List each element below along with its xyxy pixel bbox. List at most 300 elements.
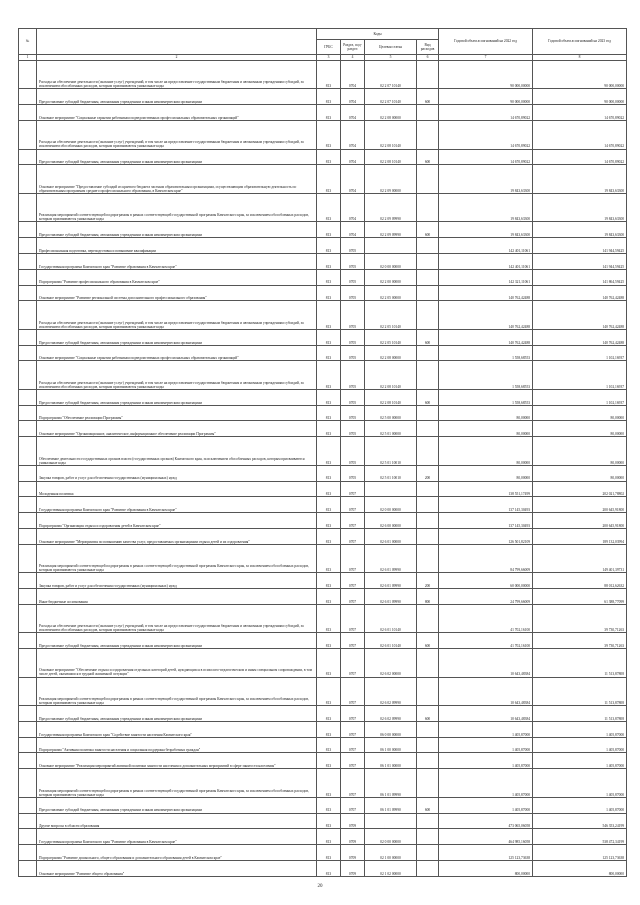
expense-name-cell: Молодежная политика xyxy=(37,481,317,497)
razdel-cell: 0704 xyxy=(341,193,365,221)
grbs-cell: 813 xyxy=(317,813,341,829)
amount-2022-cell: 14 670,89022 xyxy=(439,149,533,165)
expense-type-cell xyxy=(417,528,439,544)
razdel-cell: 0705 xyxy=(341,345,365,361)
amount-2022-cell: 1 405,87000 xyxy=(439,737,533,753)
expense-name-cell: Расходы на обеспечение деятельности (оказание услуг) учреждений, в том числе на предоставление государственным бюджетным и автономным учреждениям субсидий, за исключением обособленных расходов, которым присваиваются уникальные коды xyxy=(37,121,317,149)
target-article-cell: 02 6 01 10140 xyxy=(365,633,417,649)
expense-name-cell: Государственная программа Камчатского края "Развитие образования в Камчатском крае" xyxy=(37,497,317,513)
amount-2022-cell: 14 670,89022 xyxy=(439,121,533,149)
expense-name-cell: Основное мероприятие "Развитие региональной системы дополнительного профессионального образования" xyxy=(37,285,317,301)
table-row xyxy=(19,677,627,705)
expense-type-cell xyxy=(417,361,439,389)
row-number-cell xyxy=(19,165,37,193)
table-row xyxy=(19,706,627,722)
expense-name-cell: Основное мероприятие "Социальные гарантии работникам подведомственных профессиональных образовательных организаций" xyxy=(37,345,317,361)
expense-type-cell xyxy=(417,497,439,513)
amount-2022-cell: 80,00000 xyxy=(439,437,533,465)
expense-type-cell xyxy=(417,345,439,361)
grbs-cell: 813 xyxy=(317,253,341,269)
row-number-cell xyxy=(19,253,37,269)
amount-2023-cell: 90 000,00000 xyxy=(533,61,627,89)
expense-name-cell: Реализация мероприятий соответствующей подпрограммы в рамках соответствующей государственной программы Камчатского края, за исключением обособленных расходов, которым присваиваются уникальные коды xyxy=(37,677,317,705)
amount-2022-cell: 90 000,00000 xyxy=(439,89,533,105)
expense-type-cell xyxy=(417,544,439,572)
amount-2023-cell: 1 405,87000 xyxy=(533,797,627,813)
amount-2023-cell: 19 843,63300 xyxy=(533,165,627,193)
table-row xyxy=(19,121,627,149)
amount-2023-cell: 202 021,78802 xyxy=(533,481,627,497)
razdel-cell: 0709 xyxy=(341,860,365,876)
row-number-cell xyxy=(19,604,37,632)
amount-2023-cell: 141 944,59425 xyxy=(533,253,627,269)
column-number: 5 xyxy=(365,55,417,61)
grbs-cell: 813 xyxy=(317,222,341,238)
razdel-cell: 0705 xyxy=(341,465,365,481)
razdel-cell: 0707 xyxy=(341,753,365,769)
expense-name-cell: Предоставление субсидий бюджетным, автономным учреждениям и иным некоммерческим организациям xyxy=(37,706,317,722)
expense-type-cell xyxy=(417,193,439,221)
column-number: 1 xyxy=(19,55,37,61)
amount-2022-cell: 14 670,89022 xyxy=(439,105,533,121)
razdel-cell: 0707 xyxy=(341,544,365,572)
row-number-cell xyxy=(19,89,37,105)
target-article-cell: 02 1 02 00000 xyxy=(365,860,417,876)
target-article-header: Целевая статья xyxy=(365,40,417,55)
amount-2023-cell: 1 102,16937 xyxy=(533,389,627,405)
amount-2022-cell: 142 401,11061 xyxy=(439,238,533,254)
expense-name-cell: Государственная программа Камчатского края "Содействие занятости населения Камчатского края" xyxy=(37,721,317,737)
amount-2022-cell: 1 558,68553 xyxy=(439,389,533,405)
razdel-cell: 0704 xyxy=(341,105,365,121)
amount-2022-cell: 1 405,87000 xyxy=(439,797,533,813)
table-row xyxy=(19,737,627,753)
amount-2023-cell: 19 843,63300 xyxy=(533,222,627,238)
amount-2023-cell: 1 102,16937 xyxy=(533,361,627,389)
amount-2023-cell: 200 645,91800 xyxy=(533,497,627,513)
target-article-cell: 02 2 08 10140 xyxy=(365,149,417,165)
row-number-cell xyxy=(19,513,37,529)
table-row xyxy=(19,797,627,813)
expense-type-cell: 600 xyxy=(417,222,439,238)
target-article-cell: 02 0 00 00000 xyxy=(365,253,417,269)
razdel-cell: 0707 xyxy=(341,528,365,544)
row-number-cell xyxy=(19,528,37,544)
target-article-cell: 02 1 00 00000 xyxy=(365,845,417,861)
expense-name-cell: Подпрограмма "Обеспечение реализации Программы" xyxy=(37,405,317,421)
amount-2023-cell: 80,00000 xyxy=(533,465,627,481)
table-row xyxy=(19,649,627,677)
expense-name-cell: Расходы на обеспечение деятельности (оказание услуг) учреждений, в том числе на предоставление государственным бюджетным и автономным учреждениям субсидий, за исключением обособленных расходов, которым присваиваются уникальные коды xyxy=(37,361,317,389)
amount-2022-cell: 41 702,16100 xyxy=(439,633,533,649)
row-number-cell xyxy=(19,105,37,121)
amount-2022-cell: 137 145,30493 xyxy=(439,513,533,529)
amount-2023-cell: 14 670,89022 xyxy=(533,105,627,121)
expense-type-cell: 600 xyxy=(417,329,439,345)
expense-type-cell xyxy=(417,165,439,193)
target-article-cell: 02 6 01 09990 xyxy=(365,573,417,589)
expense-name-cell: Основное мероприятие "Развитие общего образования" xyxy=(37,860,317,876)
razdel-cell: 0707 xyxy=(341,481,365,497)
amount-2022-cell: 60 000,00000 xyxy=(439,573,533,589)
amount-2022-cell: 126 501,82109 xyxy=(439,528,533,544)
target-article-cell: 02 2 08 10140 xyxy=(365,361,417,389)
target-article-cell: 02 2 09 09990 xyxy=(365,222,417,238)
table-row xyxy=(19,829,627,845)
grbs-cell: 813 xyxy=(317,528,341,544)
row-number-cell xyxy=(19,301,37,329)
target-article-cell: 06 1 00 00000 xyxy=(365,737,417,753)
expense-type-cell: 600 xyxy=(417,633,439,649)
expense-type-cell xyxy=(417,421,439,437)
expense-type-cell xyxy=(417,829,439,845)
razdel-cell: 0705 xyxy=(341,269,365,285)
target-article-cell: 02 5 00 00000 xyxy=(365,405,417,421)
target-article-cell: 02 6 01 09990 xyxy=(365,544,417,572)
amount-2023-cell: 39 730,71263 xyxy=(533,633,627,649)
table-row xyxy=(19,269,627,285)
row-number-cell xyxy=(19,497,37,513)
row-number-cell xyxy=(19,753,37,769)
amount-2023-cell: 800,00000 xyxy=(533,860,627,876)
grbs-cell: 813 xyxy=(317,421,341,437)
grbs-cell: 813 xyxy=(317,345,341,361)
row-number-cell xyxy=(19,421,37,437)
razdel-cell: 0709 xyxy=(341,829,365,845)
target-article-cell: 02 6 02 00000 xyxy=(365,649,417,677)
razdel-cell: 0707 xyxy=(341,633,365,649)
expense-name-cell: Предоставление субсидий бюджетным, автономным учреждениям и иным некоммерческим организациям xyxy=(37,797,317,813)
table-row xyxy=(19,589,627,605)
table-row xyxy=(19,253,627,269)
expense-type-cell xyxy=(417,753,439,769)
target-article-cell: 02 6 01 10140 xyxy=(365,604,417,632)
amount-2022-cell: 800,00000 xyxy=(439,860,533,876)
row-number-cell xyxy=(19,405,37,421)
row-number-cell xyxy=(19,769,37,797)
amount-2022-cell: 10 643,48384 xyxy=(439,677,533,705)
table-row xyxy=(19,465,627,481)
expense-type-cell xyxy=(417,481,439,497)
amount-2023-cell: 90 000,00000 xyxy=(533,89,627,105)
amount-2023-cell: 149 401,39731 xyxy=(533,544,627,572)
razdel-cell: 0704 xyxy=(341,89,365,105)
razdel-cell: 0707 xyxy=(341,737,365,753)
target-article-cell: 02 6 01 00000 xyxy=(365,528,417,544)
grbs-cell: 813 xyxy=(317,165,341,193)
row-number-cell xyxy=(19,481,37,497)
row-number-cell xyxy=(19,329,37,345)
table-row xyxy=(19,165,627,193)
target-article-cell: 02 2 08 00000 xyxy=(365,105,417,121)
grbs-cell: 813 xyxy=(317,238,341,254)
expense-name-cell: Государственная программа Камчатского края "Развитие образования в Камчатском крае" xyxy=(37,829,317,845)
target-article-cell: 06 1 01 00000 xyxy=(365,753,417,769)
table-row xyxy=(19,513,627,529)
row-number-cell xyxy=(19,222,37,238)
row-number-cell xyxy=(19,573,37,589)
amount-2023-cell: 1 405,87000 xyxy=(533,721,627,737)
row-number-cell xyxy=(19,677,37,705)
amount-2022-cell: 1 405,87000 xyxy=(439,769,533,797)
razdel-cell: 0707 xyxy=(341,513,365,529)
expense-type-cell: 600 xyxy=(417,389,439,405)
grbs-cell: 813 xyxy=(317,633,341,649)
amount-2022-cell: 1 405,87000 xyxy=(439,721,533,737)
amount-2023-cell: 11 513,87808 xyxy=(533,677,627,705)
amount-2022-cell: 140 762,42488 xyxy=(439,285,533,301)
row-number-cell xyxy=(19,845,37,861)
table-row xyxy=(19,528,627,544)
grbs-cell: 813 xyxy=(317,737,341,753)
column-number: 7 xyxy=(439,55,533,61)
expense-name-cell: Реализация мероприятий соответствующей подпрограммы в рамках соответствующей государственной программы Камчатского края, за исключением обособленных расходов, которым присваиваются уникальные коды xyxy=(37,544,317,572)
row-number-cell xyxy=(19,589,37,605)
amount-2022-cell: 10 643,48384 xyxy=(439,706,533,722)
amount-2022-cell: 19 843,63300 xyxy=(439,165,533,193)
target-article-cell: 02 2 07 10140 xyxy=(365,61,417,89)
codes-group-header: Коды xyxy=(317,29,439,40)
table-header xyxy=(19,29,627,61)
razdel-cell: 0709 xyxy=(341,845,365,861)
expense-type-cell: 600 xyxy=(417,149,439,165)
grbs-cell: 813 xyxy=(317,497,341,513)
expense-type-cell xyxy=(417,845,439,861)
expense-name-cell: Расходы на обеспечение деятельности (оказание услуг) учреждений, в том числе на предоставление государственным бюджетным и автономным учреждениям субсидий, за исключением обособленных расходов, которым присваиваются уникальные коды xyxy=(37,301,317,329)
grbs-cell: 813 xyxy=(317,845,341,861)
amount-2023-cell: 1 405,87000 xyxy=(533,753,627,769)
razdel-header: Раздел, под-раздел xyxy=(341,40,365,55)
razdel-cell: 0704 xyxy=(341,61,365,89)
target-article-cell: 02 5 01 10010 xyxy=(365,465,417,481)
expense-type-cell: 600 xyxy=(417,89,439,105)
expense-type-cell xyxy=(417,769,439,797)
expense-name-cell: Расходы на обеспечение деятельности (оказание услуг) учреждений, в том числе на предоставление государственным бюджетным и автономным учреждениям субсидий, за исключением обособленных расходов, которым присваиваются уникальные коды xyxy=(37,604,317,632)
table-row xyxy=(19,753,627,769)
razdel-cell: 0707 xyxy=(341,706,365,722)
razdel-cell: 0705 xyxy=(341,285,365,301)
amount-2022-cell: 142 321,11061 xyxy=(439,269,533,285)
amount-2023-cell: 80,00000 xyxy=(533,421,627,437)
target-article-cell: 02 2 07 10140 xyxy=(365,89,417,105)
razdel-cell: 0707 xyxy=(341,721,365,737)
amount-2022-cell: 80,00000 xyxy=(439,421,533,437)
expense-name-cell: Предоставление субсидий бюджетным, автономным учреждениям и иным некоммерческим организациям xyxy=(37,149,317,165)
column-number: 8 xyxy=(533,55,627,61)
expense-name-cell: Закупка товаров, работ и услуг для обеспечения государственных (муниципальных) нужд xyxy=(37,465,317,481)
table-row xyxy=(19,222,627,238)
grbs-cell: 813 xyxy=(317,269,341,285)
amount-2022-cell: 142 401,11061 xyxy=(439,253,533,269)
row-number-cell xyxy=(19,361,37,389)
amount-2023-cell: 14 670,89022 xyxy=(533,149,627,165)
expense-name-cell: Обеспечение деятельности государственных органов власти (государственных органов) Камчатского края, за исключением обособленных расходов, которым присваиваются уникальные коды xyxy=(37,437,317,465)
razdel-cell: 0705 xyxy=(341,361,365,389)
expense-type-cell xyxy=(417,737,439,753)
grbs-cell: 813 xyxy=(317,677,341,705)
amount-2022-cell: 140 762,42488 xyxy=(439,329,533,345)
grbs-cell: 813 xyxy=(317,706,341,722)
table-row xyxy=(19,497,627,513)
target-article-cell xyxy=(365,481,417,497)
amount-2023-cell: 189 132,03994 xyxy=(533,528,627,544)
amount-2023-cell: 1 405,87000 xyxy=(533,737,627,753)
expense-name-cell: Расходы на обеспечение деятельности (оказание услуг) учреждений, в том числе на предоставление государственным бюджетным и автономным учреждениям субсидий, за исключением обособленных расходов, которым присваиваются уникальные коды xyxy=(37,61,317,89)
row-number-cell xyxy=(19,633,37,649)
table-row xyxy=(19,405,627,421)
expense-name-cell: Основное мероприятие "Организационное, аналитическое, информационное обеспечение реализации Программы" xyxy=(37,421,317,437)
amount-2022-cell: 80,00000 xyxy=(439,405,533,421)
amount-2023-cell: 88 012,62632 xyxy=(533,573,627,589)
razdel-cell: 0704 xyxy=(341,165,365,193)
expense-type-cell xyxy=(417,860,439,876)
row-number-cell xyxy=(19,721,37,737)
expense-type-cell xyxy=(417,105,439,121)
amount-2023-cell: 141 944,59425 xyxy=(533,238,627,254)
expense-name-cell: Предоставление субсидий бюджетным, автономным учреждениям и иным некоммерческим организациям xyxy=(37,222,317,238)
amount-2023-cell: 80,00000 xyxy=(533,405,627,421)
razdel-cell: 0705 xyxy=(341,329,365,345)
table-row xyxy=(19,149,627,165)
amount-2022-cell: 125 123,73638 xyxy=(439,845,533,861)
row-number-cell xyxy=(19,829,37,845)
expense-name-cell: Иные бюджетные ассигнования xyxy=(37,589,317,605)
amount-2022-cell: 19 843,63300 xyxy=(439,222,533,238)
expense-name-cell: Реализация мероприятий соответствующей подпрограммы в рамках соответствующей государственной программы Камчатского края, за исключением обособленных расходов, которым присваиваются уникальные коды xyxy=(37,193,317,221)
razdel-cell: 0704 xyxy=(341,222,365,238)
expense-name-cell: Подпрограмма "Организация отдыха и оздоровления детей в Камчатском крае" xyxy=(37,513,317,529)
target-article-cell: 02 2 05 00000 xyxy=(365,285,417,301)
target-article-cell: 02 2 08 10140 xyxy=(365,121,417,149)
grbs-cell: 813 xyxy=(317,193,341,221)
grbs-cell: 813 xyxy=(317,405,341,421)
expense-type-cell: 600 xyxy=(417,706,439,722)
table-row xyxy=(19,604,627,632)
amount-2023-cell: 1 102,16937 xyxy=(533,345,627,361)
target-article-cell: 06 1 01 09990 xyxy=(365,769,417,797)
target-article-cell: 02 5 01 00000 xyxy=(365,421,417,437)
row-number-cell xyxy=(19,706,37,722)
amount-2023-header: Годовой объем ассигнований на 2023 год xyxy=(533,29,627,55)
budget-table xyxy=(18,28,627,877)
expense-name-cell: Предоставление субсидий бюджетным, автономным учреждениям и иным некоммерческим организациям xyxy=(37,89,317,105)
target-article-cell: 02 5 01 10010 xyxy=(365,437,417,465)
target-article-cell: 02 2 08 00000 xyxy=(365,345,417,361)
grbs-cell: 813 xyxy=(317,285,341,301)
amount-2023-cell: 1 405,87000 xyxy=(533,769,627,797)
table-row xyxy=(19,105,627,121)
amount-2022-cell: 80,00000 xyxy=(439,465,533,481)
row-number-cell xyxy=(19,737,37,753)
expense-name-cell: Профессиональная подготовка, переподготовка и повышение квалификации xyxy=(37,238,317,254)
amount-2023-cell: 80,00000 xyxy=(533,437,627,465)
razdel-cell: 0705 xyxy=(341,389,365,405)
column-number: 4 xyxy=(341,55,365,61)
grbs-cell: 813 xyxy=(317,573,341,589)
table-row xyxy=(19,845,627,861)
expense-name-cell: Подпрограмма "Развитие дошкольного, общего образования и дополнительного образования детей в Камчатском крае" xyxy=(37,845,317,861)
grbs-cell: 813 xyxy=(317,829,341,845)
grbs-header: ГРБС xyxy=(317,40,341,55)
amount-2023-cell: 19 843,63300 xyxy=(533,193,627,221)
row-number-cell xyxy=(19,544,37,572)
target-article-cell: 02 2 05 10140 xyxy=(365,301,417,329)
number-sign-header: № xyxy=(19,29,37,55)
row-number-cell xyxy=(19,269,37,285)
expense-type-cell xyxy=(417,677,439,705)
expense-type-cell xyxy=(417,301,439,329)
table-row xyxy=(19,61,627,89)
amount-2023-cell: 11 513,87808 xyxy=(533,706,627,722)
grbs-cell: 813 xyxy=(317,589,341,605)
expense-name-cell: Основное мероприятие "Мероприятия по повышению качества услуг, предоставляемых организациями отдыха детей и их оздоровления" xyxy=(37,528,317,544)
amount-2023-cell: 61 388,77099 xyxy=(533,589,627,605)
expense-type-cell xyxy=(417,121,439,149)
table-row xyxy=(19,301,627,329)
column-number: 3 xyxy=(317,55,341,61)
razdel-cell: 0705 xyxy=(341,301,365,329)
expense-type-cell xyxy=(417,253,439,269)
grbs-cell: 813 xyxy=(317,389,341,405)
grbs-cell: 813 xyxy=(317,721,341,737)
row-number-cell xyxy=(19,437,37,465)
column-number: 2 xyxy=(37,55,317,61)
amount-2022-header: Годовой объем ассигнований на 2022 год xyxy=(439,29,533,55)
razdel-cell: 0709 xyxy=(341,813,365,829)
target-article-cell: 02 6 02 09990 xyxy=(365,677,417,705)
grbs-cell: 813 xyxy=(317,604,341,632)
grbs-cell: 813 xyxy=(317,329,341,345)
amount-2023-cell: 538 472,34199 xyxy=(533,829,627,845)
grbs-cell: 813 xyxy=(317,121,341,149)
expense-name-cell: Подпрограмма "Активная политика занятости населения и социальная поддержка безработных граждан" xyxy=(37,737,317,753)
razdel-cell: 0705 xyxy=(341,421,365,437)
expense-type-cell xyxy=(417,813,439,829)
amount-2023-cell: 11 513,87808 xyxy=(533,649,627,677)
expense-type-cell xyxy=(417,513,439,529)
amount-2022-cell: 1 558,68553 xyxy=(439,361,533,389)
grbs-cell: 813 xyxy=(317,105,341,121)
table-row xyxy=(19,437,627,465)
amount-2023-cell: 546 353,24199 xyxy=(533,813,627,829)
grbs-cell: 813 xyxy=(317,301,341,329)
expense-name-cell: Предоставление субсидий бюджетным, автономным учреждениям и иным некоммерческим организациям xyxy=(37,389,317,405)
grbs-cell: 813 xyxy=(317,149,341,165)
target-article-cell: 06 1 01 09990 xyxy=(365,797,417,813)
amount-2022-cell: 1 405,87000 xyxy=(439,753,533,769)
table-row xyxy=(19,193,627,221)
amount-2022-cell: 84 799,66009 xyxy=(439,544,533,572)
target-article-cell: 02 0 00 00000 xyxy=(365,497,417,513)
grbs-cell: 813 xyxy=(317,481,341,497)
amount-2022-cell: 138 551,17499 xyxy=(439,481,533,497)
amount-2022-cell: 19 843,63300 xyxy=(439,193,533,221)
expense-type-cell xyxy=(417,61,439,89)
amount-2023-cell: 141 864,59425 xyxy=(533,269,627,285)
table-row xyxy=(19,544,627,572)
grbs-cell: 813 xyxy=(317,649,341,677)
razdel-cell: 0705 xyxy=(341,437,365,465)
razdel-cell: 0705 xyxy=(341,253,365,269)
grbs-cell: 813 xyxy=(317,89,341,105)
razdel-cell: 0707 xyxy=(341,604,365,632)
razdel-cell: 0704 xyxy=(341,121,365,149)
razdel-cell: 0704 xyxy=(341,149,365,165)
expense-name-cell: Подпрограмма "Развитие профессионального образования в Камчатском крае" xyxy=(37,269,317,285)
expense-type-cell xyxy=(417,238,439,254)
row-number-cell xyxy=(19,61,37,89)
amount-2022-cell: 10 643,48384 xyxy=(439,649,533,677)
